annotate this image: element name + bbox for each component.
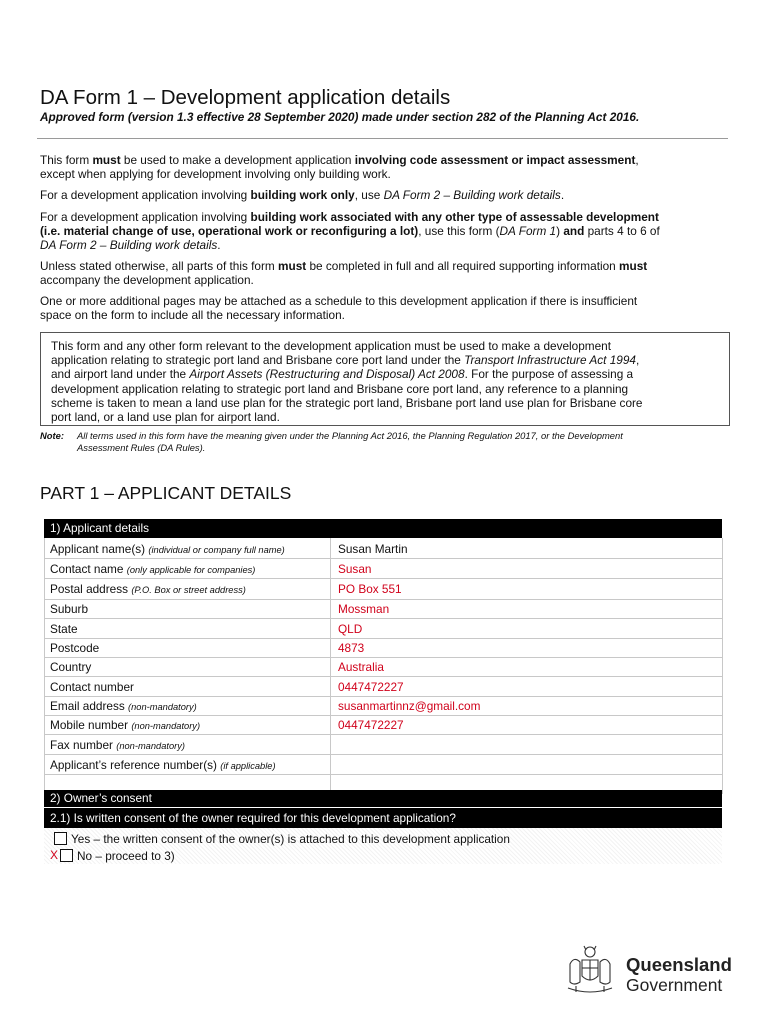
row-value-field[interactable]: 0447472227 [338, 718, 404, 732]
queensland-government-logo [562, 942, 737, 998]
port-land-notice-box: This form and any other form relevant to the development application must be used to make a development application relating to strategic port land and Brisbane core port land under the Transport Infrastructure Act 1994, and airport land under the Airport Assets (Restructuring and Disposal) Act 2008. For the purpose of assessing a development application relating to strategic port land and Brisbane core port land, any reference to a planning scheme is taken to mean a land use plan for the strategic port land, Brisbane port land use plan for Brisbane core port land, or a land use plan for airport land. [40, 332, 730, 426]
intro-paragraph-2: For a development application involving building work only, use DA Form 2 – Building work details. [40, 188, 565, 202]
row-value-field[interactable]: 0447472227 [338, 680, 404, 694]
applicant-details-header: 1) Applicant details [44, 519, 722, 538]
row-label: Suburb [50, 602, 89, 616]
table-row [44, 639, 722, 658]
intro-paragraph-5: One or more additional pages may be attached as a schedule to this development application if there is insufficient space on the form to include all the necessary information. [40, 294, 638, 322]
owners-consent-header: 2) Owner’s consent [44, 790, 722, 807]
page-subtitle: Approved form (version 1.3 effective 28 September 2020) made under section 282 of the Planning Act 2016. [40, 110, 640, 124]
no-checkbox[interactable] [60, 849, 73, 862]
yes-checkbox[interactable] [54, 832, 67, 845]
table-row [44, 697, 722, 716]
header-divider [37, 138, 728, 139]
row-value-field[interactable]: Susan Martin [338, 542, 408, 556]
part1-heading: PART 1 – APPLICANT DETAILS [40, 483, 292, 503]
table-row [44, 677, 722, 697]
row-value-field[interactable]: 4873 [338, 641, 365, 655]
consent-question-header: 2.1) Is written consent of the owner required for this development application? [44, 808, 722, 828]
table-row [44, 716, 722, 735]
note-label: Note: [40, 430, 64, 441]
table-row [44, 579, 722, 600]
row-label: Postcode [50, 641, 100, 655]
logo-text-queensland: Queensland [626, 954, 732, 975]
no-label: No – proceed to 3) [77, 849, 175, 863]
intro-paragraph-1: This form must be used to make a development application involving code assessment or impact assessment, except when applying for development involving only building work. [40, 153, 639, 181]
row-value-field[interactable]: Australia [338, 660, 384, 674]
row-label: State [50, 622, 78, 636]
table-row [44, 735, 722, 755]
row-value-field[interactable]: Mossman [338, 602, 390, 616]
table-row [44, 600, 722, 619]
row-value-field[interactable]: QLD [338, 622, 363, 636]
row-label: Email address (non-mandatory) [50, 699, 197, 713]
row-label: Applicant name(s) (individual or company full name) [50, 542, 285, 556]
row-value-field[interactable]: Susan [338, 562, 372, 576]
selected-x-mark: X [50, 848, 59, 862]
table-row [44, 539, 722, 559]
row-value-field[interactable]: PO Box 551 [338, 582, 402, 596]
consent-option-yes[interactable] [54, 832, 732, 846]
table-row [44, 619, 722, 639]
queensland-coat-of-arms-icon [562, 942, 618, 998]
row-label: Fax number (non-mandatory) [50, 738, 185, 752]
note-text: All terms used in this form have the meaning given under the Planning Act 2016, the Planning Regulation 2017, or the Development Assessment Rules (DA Rules). [77, 430, 623, 453]
row-label: Postal address (P.O. Box or street address) [50, 582, 246, 596]
table-row [44, 755, 722, 775]
logo-text-government: Government [626, 975, 723, 995]
row-value-field[interactable]: susanmartinnz@gmail.com [338, 699, 481, 713]
row-label: Contact number [50, 680, 134, 694]
intro-paragraph-3: For a development application involving building work associated with any other type of assessable development (i.e. material change of use, operational work or reconfiguring a lot), use this form (DA Form 1) and parts 4 to 6 of DA Form 2 – Building work details. [40, 210, 660, 252]
row-label: Contact name (only applicable for companies) [50, 562, 256, 576]
intro-paragraph-4: Unless stated otherwise, all parts of this form must be completed in full and all required supporting information must accompany the development application. [40, 259, 648, 287]
row-label: Mobile number (non-mandatory) [50, 718, 201, 732]
table-row [44, 658, 722, 677]
row-label: Applicant’s reference number(s) (if applicable) [50, 758, 276, 772]
table-row [44, 559, 722, 579]
page-title: DA Form 1 – Development application details [40, 86, 451, 109]
row-label: Country [50, 660, 92, 674]
yes-label: Yes – the written consent of the owner(s) is attached to this development application [71, 832, 510, 846]
